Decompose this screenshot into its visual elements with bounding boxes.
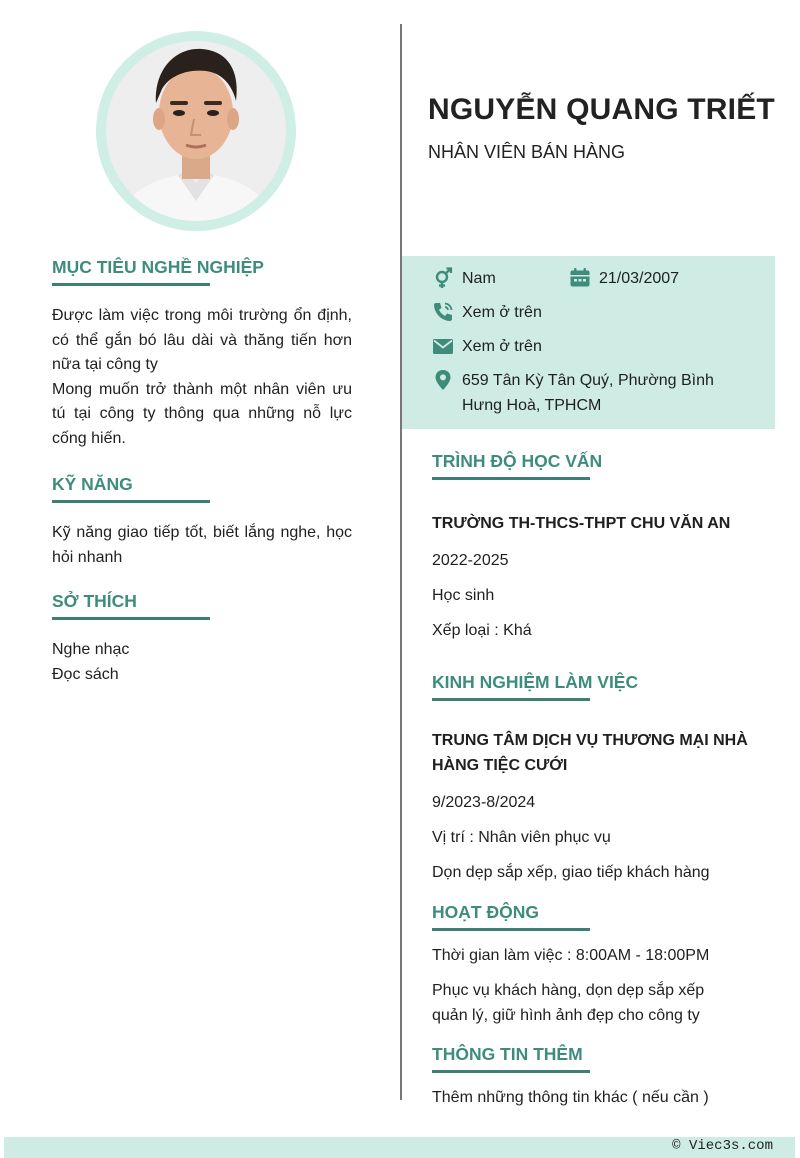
hobby-item: Nghe nhạc [52,641,130,658]
candidate-name: NGUYỄN QUANG TRIẾT [428,93,775,126]
phone-value: Xem ở trên [462,304,542,321]
activities-line: quản lý, giữ hình ảnh đẹp cho công ty [432,1007,700,1024]
company-name [432,728,762,778]
objective-section [52,256,352,451]
address-value [462,368,714,418]
profile-photo-frame [96,31,296,231]
contact-panel [402,256,775,429]
address-line: Hưng Hoà, TPHCM [462,397,602,414]
activities-section [432,901,762,1028]
activities-title: HOẠT ĐỘNG [432,901,762,929]
education-years: 2022-2025 [432,552,509,569]
activities-description [432,978,762,1028]
company-line: TRUNG TÂM DỊCH VỤ THƯƠNG MẠI NHÀ [432,732,748,749]
email-icon [432,335,454,357]
phone-icon [432,301,454,323]
birthday-value: 21/03/2007 [599,270,680,287]
experience-title: KINH NGHIỆM LÀM VIỆC [432,671,762,699]
hobbies-title: SỞ THÍCH [52,590,352,618]
birthday-row [569,266,679,291]
email-row [432,334,542,359]
skills-line: Kỹ năng giao tiếp tốt, biết lắng nghe, học hỏi nhanh [52,524,352,566]
left-column [52,256,352,707]
hobby-item: Đọc sách [52,665,119,683]
objective-line: Được làm việc trong môi trường ổn định, có thể gắn bó lâu dài và thăng tiến hơn nữa tại công ty [52,307,352,373]
extra-title: THÔNG TIN THÊM [432,1043,762,1071]
objective-line: Mong muốn trở thành một nhân viên ưu tú tại công ty thông qua những nỗ lực cống hiến. [52,380,352,447]
footer-bar [4,1137,795,1158]
skills-section [52,473,352,570]
experience-duties: Dọn dẹp sắp xếp, giao tiếp khách hàng [432,864,710,881]
hobbies-section [52,590,352,687]
education-grade: Xếp loại : Khá [432,622,532,639]
experience-section [432,671,762,885]
extra-text: Thêm những thông tin khác ( nếu cần ) [432,1089,709,1106]
education-title: TRÌNH ĐỘ HỌC VẤN [432,450,762,478]
skills-title: KỸ NĂNG [52,473,352,501]
school-name: TRƯỜNG TH-THCS-THPT CHU VĂN AN [432,515,731,532]
location-pin-icon [432,369,454,391]
activities-line: Phục vụ khách hàng, dọn dẹp sắp xếp [432,982,705,999]
experience-position: Vị trí : Nhân viên phục vụ [432,829,611,846]
phone-row [432,300,542,325]
extra-section [432,1043,762,1110]
footer-credit: © Viec3s.com [672,1138,773,1154]
objective-title: MỤC TIÊU NGHỀ NGHIỆP [52,256,352,284]
gender-row [432,266,496,291]
job-title: NHÂN VIÊN BÁN HÀNG [428,142,626,162]
right-column [432,450,762,1110]
address-line: 659 Tân Kỳ Tân Quý, Phường Bình [462,372,714,389]
gender-icon [432,267,454,289]
education-section [432,450,762,643]
address-row [432,368,714,418]
column-divider [400,24,402,1100]
profile-photo [106,41,286,221]
education-role: Học sinh [432,587,495,604]
person-portrait [106,41,286,221]
header-block [428,92,788,164]
calendar-icon [569,267,591,289]
company-line: HÀNG TIỆC CƯỚI [432,757,568,774]
gender-value: Nam [462,270,496,287]
experience-period: 9/2023-8/2024 [432,794,536,811]
activities-hours: Thời gian làm việc : 8:00AM - 18:00PM [432,947,710,964]
email-value: Xem ở trên [462,338,542,355]
